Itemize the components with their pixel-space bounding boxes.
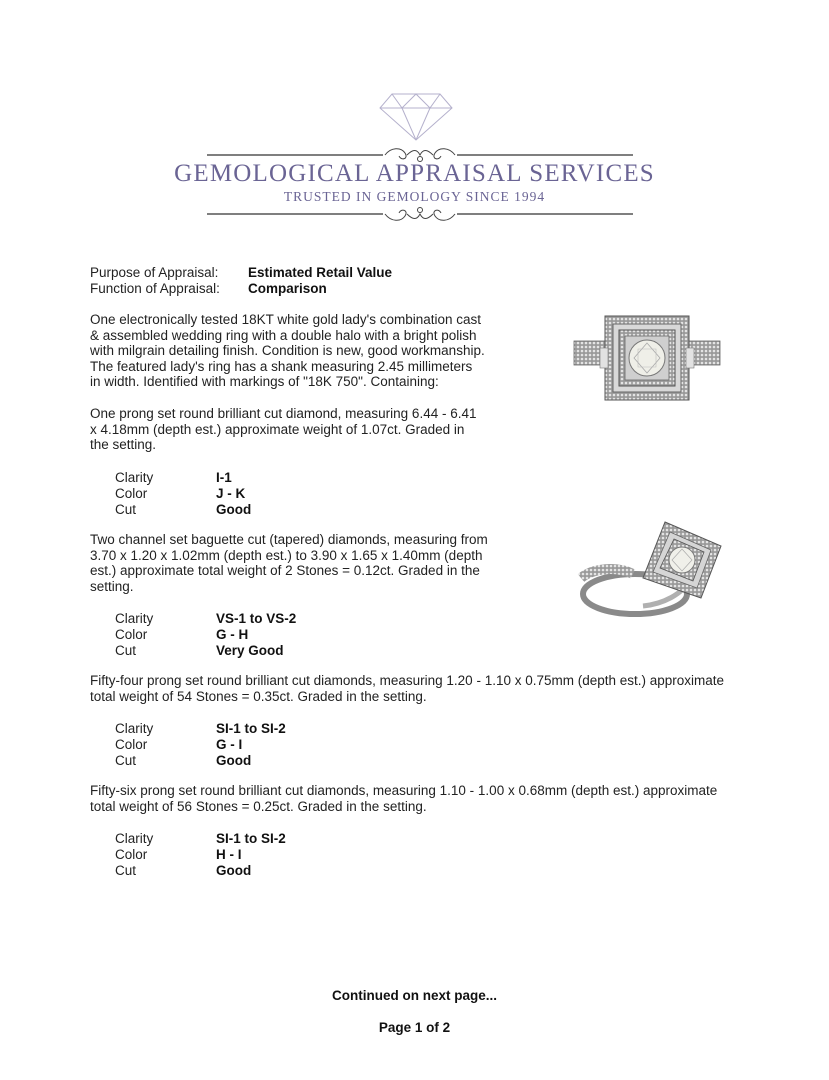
header-divider-bottom — [207, 203, 633, 225]
description-line: in width. Identified with markings of "18K 750". Containing: — [90, 374, 439, 390]
cut-value: Good — [216, 753, 252, 768]
stone-line: setting. — [90, 578, 134, 594]
color-value: G - H — [216, 627, 249, 642]
stone-line: total weight of 54 Stones = 0.35ct. Graded in the setting. — [90, 688, 427, 704]
ring-photo-top-view — [572, 313, 722, 403]
stone-line: x 4.18mm (depth est.) approximate weight of 1.07ct. Graded in — [90, 421, 465, 437]
purpose-value: Estimated Retail Value — [248, 265, 393, 280]
description-line: with milgrain detailing finish. Condition is new, good workmanship. — [90, 343, 485, 359]
clarity-label: Clarity — [115, 611, 154, 626]
stone-line: 3.70 x 1.20 x 1.02mm (depth est.) to 3.90 x 1.65 x 1.40mm (depth — [90, 547, 483, 563]
page-number: Page 1 of 2 — [378, 1020, 451, 1035]
stone-description — [90, 783, 717, 814]
clarity-value: SI-1 to SI-2 — [216, 831, 286, 846]
description-line: & assembled wedding ring with a double halo with a bright polish — [90, 327, 477, 343]
cut-label: Cut — [115, 753, 137, 768]
description-line: One electronically tested 18KT white gold lady's combination cast — [90, 312, 482, 327]
clarity-value: I-1 — [216, 470, 232, 485]
diamond-icon — [378, 92, 454, 142]
stone-line: Fifty-four prong set round brilliant cut diamonds, measuring 1.20 - 1.10 x 0.75mm (depth est.) approximate — [90, 673, 725, 688]
stone-line: est.) approximate total weight of 2 Stones = 0.12ct. Graded in the — [90, 563, 480, 579]
stone-description — [90, 406, 476, 453]
color-value: G - I — [216, 737, 243, 752]
clarity-label: Clarity — [115, 470, 154, 485]
stone-line: One prong set round brilliant cut diamond, measuring 6.44 - 6.41 — [90, 406, 477, 421]
clarity-label: Clarity — [115, 721, 154, 736]
color-label: Color — [115, 486, 148, 501]
stone-line: total weight of 56 Stones = 0.25ct. Graded in the setting. — [90, 798, 427, 814]
function-label: Function of Appraisal: — [90, 281, 220, 296]
purpose-label: Purpose of Appraisal: — [90, 265, 219, 280]
continued-note: Continued on next page... — [332, 988, 497, 1003]
cut-value: Very Good — [216, 643, 284, 658]
description-line: The featured lady's ring has a shank measuring 2.45 millimeters — [90, 358, 473, 374]
stone-line: the setting. — [90, 437, 157, 453]
clarity-value: SI-1 to SI-2 — [216, 721, 286, 736]
color-value: H - I — [216, 847, 242, 862]
stone-description — [90, 673, 724, 704]
company-tagline: TRUSTED IN GEMOLOGY SINCE 1994 — [283, 189, 546, 204]
color-label: Color — [115, 737, 148, 752]
color-value: J - K — [216, 486, 246, 501]
cut-value: Good — [216, 863, 252, 878]
clarity-label: Clarity — [115, 831, 154, 846]
cut-value: Good — [216, 502, 252, 517]
ring-description — [90, 312, 485, 390]
cut-label: Cut — [115, 502, 137, 517]
function-value: Comparison — [248, 281, 327, 296]
cut-label: Cut — [115, 643, 137, 658]
stone-description — [90, 532, 488, 594]
stone-line: Fifty-six prong set round brilliant cut diamonds, measuring 1.10 - 1.00 x 0.68mm (depth est.) approximate — [90, 783, 718, 798]
cut-label: Cut — [115, 863, 137, 878]
ring-photo-angled-view — [573, 520, 723, 620]
color-label: Color — [115, 627, 148, 642]
color-label: Color — [115, 847, 148, 862]
company-name: GEMOLOGICAL APPRAISAL SERVICES — [174, 160, 655, 187]
clarity-value: VS-1 to VS-2 — [216, 611, 297, 626]
stone-line: Two channel set baguette cut (tapered) diamonds, measuring from — [90, 532, 488, 547]
